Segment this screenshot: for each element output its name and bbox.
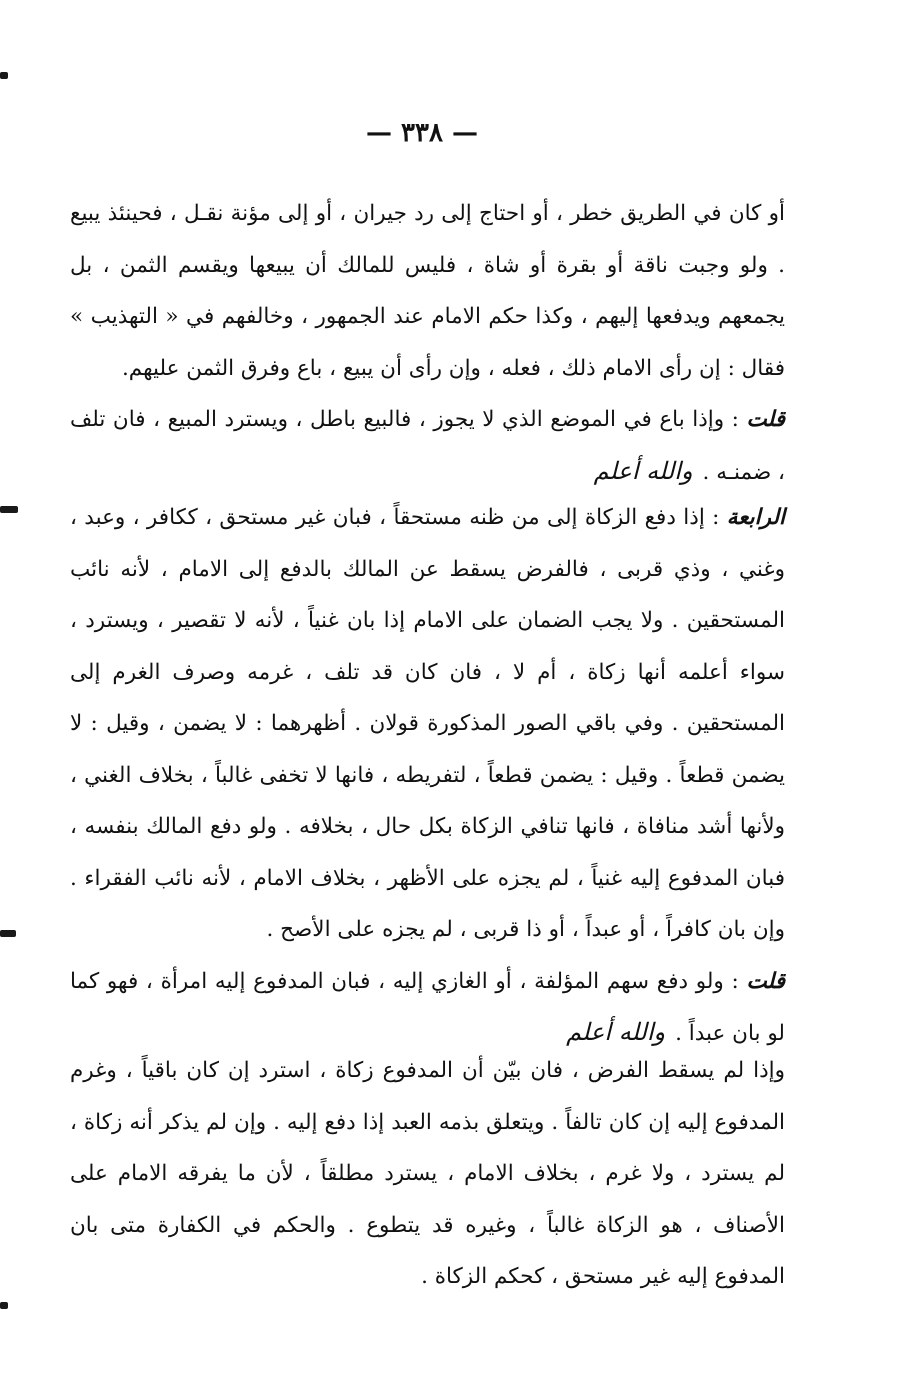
page-number: — ٣٣٨ —: [365, 118, 479, 148]
note-lead: قلت: [746, 407, 785, 432]
section-1-paragraph: [70, 188, 785, 394]
section-3: [70, 1045, 785, 1303]
note-closing: والله أعلم: [593, 456, 693, 485]
section-1-text: أو كان في الطريق خطر ، أو احتاج إلى رد جيران ، أو إلى مؤنة نقـل ، فحينئذ يبيع . ولو وجبت ناقة أو بقرة أو شاة ، فليس للمالك أن يبيعها ويقسم الثمن ، بل يجمعهم ويدفعها إليهم ، وكذا حكم الامام عند الجمهور ، وخالفهم في « التهذيب » فقال : إن رأى الامام ذلك ، فعله ، وإن رأى أن يبيع ، باع وفرق الثمن عليهم.: [70, 201, 785, 381]
section-1: [70, 188, 785, 498]
margin-mark: [0, 1302, 8, 1309]
note-lead: قلت: [746, 968, 785, 994]
note-closing: والله أعلم: [566, 1018, 666, 1046]
section-1-note: [70, 394, 785, 498]
margin-mark: [0, 506, 18, 513]
section-2: [70, 492, 785, 1060]
section-2-lead: الرابعة: [726, 505, 785, 530]
section-2-note: [70, 956, 785, 1060]
note-text: : ولو دفع سهم المؤلفة ، أو الغازي إليه ، فبان المدفوع إليه امرأة ، فهو كما لو بان عبداً .: [70, 968, 785, 1046]
margin-mark: [0, 72, 8, 79]
section-3-paragraph: [70, 1045, 785, 1303]
section-2-paragraph: [70, 492, 785, 956]
section-2-text: : إذا دفع الزكاة إلى من ظنه مستحقاً ، فبان غير مستحق ، ككافر ، وعبد ، وغني ، وذي قربى ، فالفرض يسقط عن المالك بالدفع إلى الامام ، لأنه نائب المستحقين . ولا يجب الضمان على الامام إذا بان غنياً ، لأنه لا تقصير ، ويسترد ، سواء أعلمه أنها زكاة ، أم لا ، فان كان قد تلف ، غرمه وصرف الغرم إلى المستحقين . وفي باقي الصور المذكورة قولان . أظهرهما : لا يضمن ، وقيل : لا يضمن قطعاً . وقيل : يضمن قطعاً ، لتفريطه ، فانها لا تخفى غالباً ، بخلاف الغني ، ولأنها أشد منافاة ، فانها تنافي الزكاة بكل حال ، بخلافه . ولو دفع المالك بنفسه ، فبان المدفوع إليه غنياً ، لم يجزه على الأظهر ، بخلاف الامام ، لأنه نائب الفقراء . وإن بان كافراً ، أو عبداً ، أو ذا قربى ، لم يجزه على الأصح .: [70, 505, 785, 942]
margin-mark: [0, 930, 16, 937]
section-3-text: وإذا لم يسقط الفرض ، فان بيّن أن المدفوع زكاة ، استرد إن كان باقياً ، وغرم المدفوع إليه إن كان تالفاً . ويتعلق بذمه العبد إذا دفع إليه . وإن لم يذكر أنه زكاة ، لم يسترد ، ولا غرم ، بخلاف الامام ، يسترد مطلقاً ، لأن ما يفرقه الامام على الأصناف ، هو الزكاة غالباً ، وغيره قد يتطوع . والحكم في الكفارة متى بان المدفوع إليه غير مستحق ، كحكم الزكاة .: [70, 1058, 785, 1289]
note-text: : وإذا باع في الموضع الذي لا يجوز ، فالبيع باطل ، ويسترد المبيع ، فان تلف ، ضمنـه .: [70, 407, 785, 485]
